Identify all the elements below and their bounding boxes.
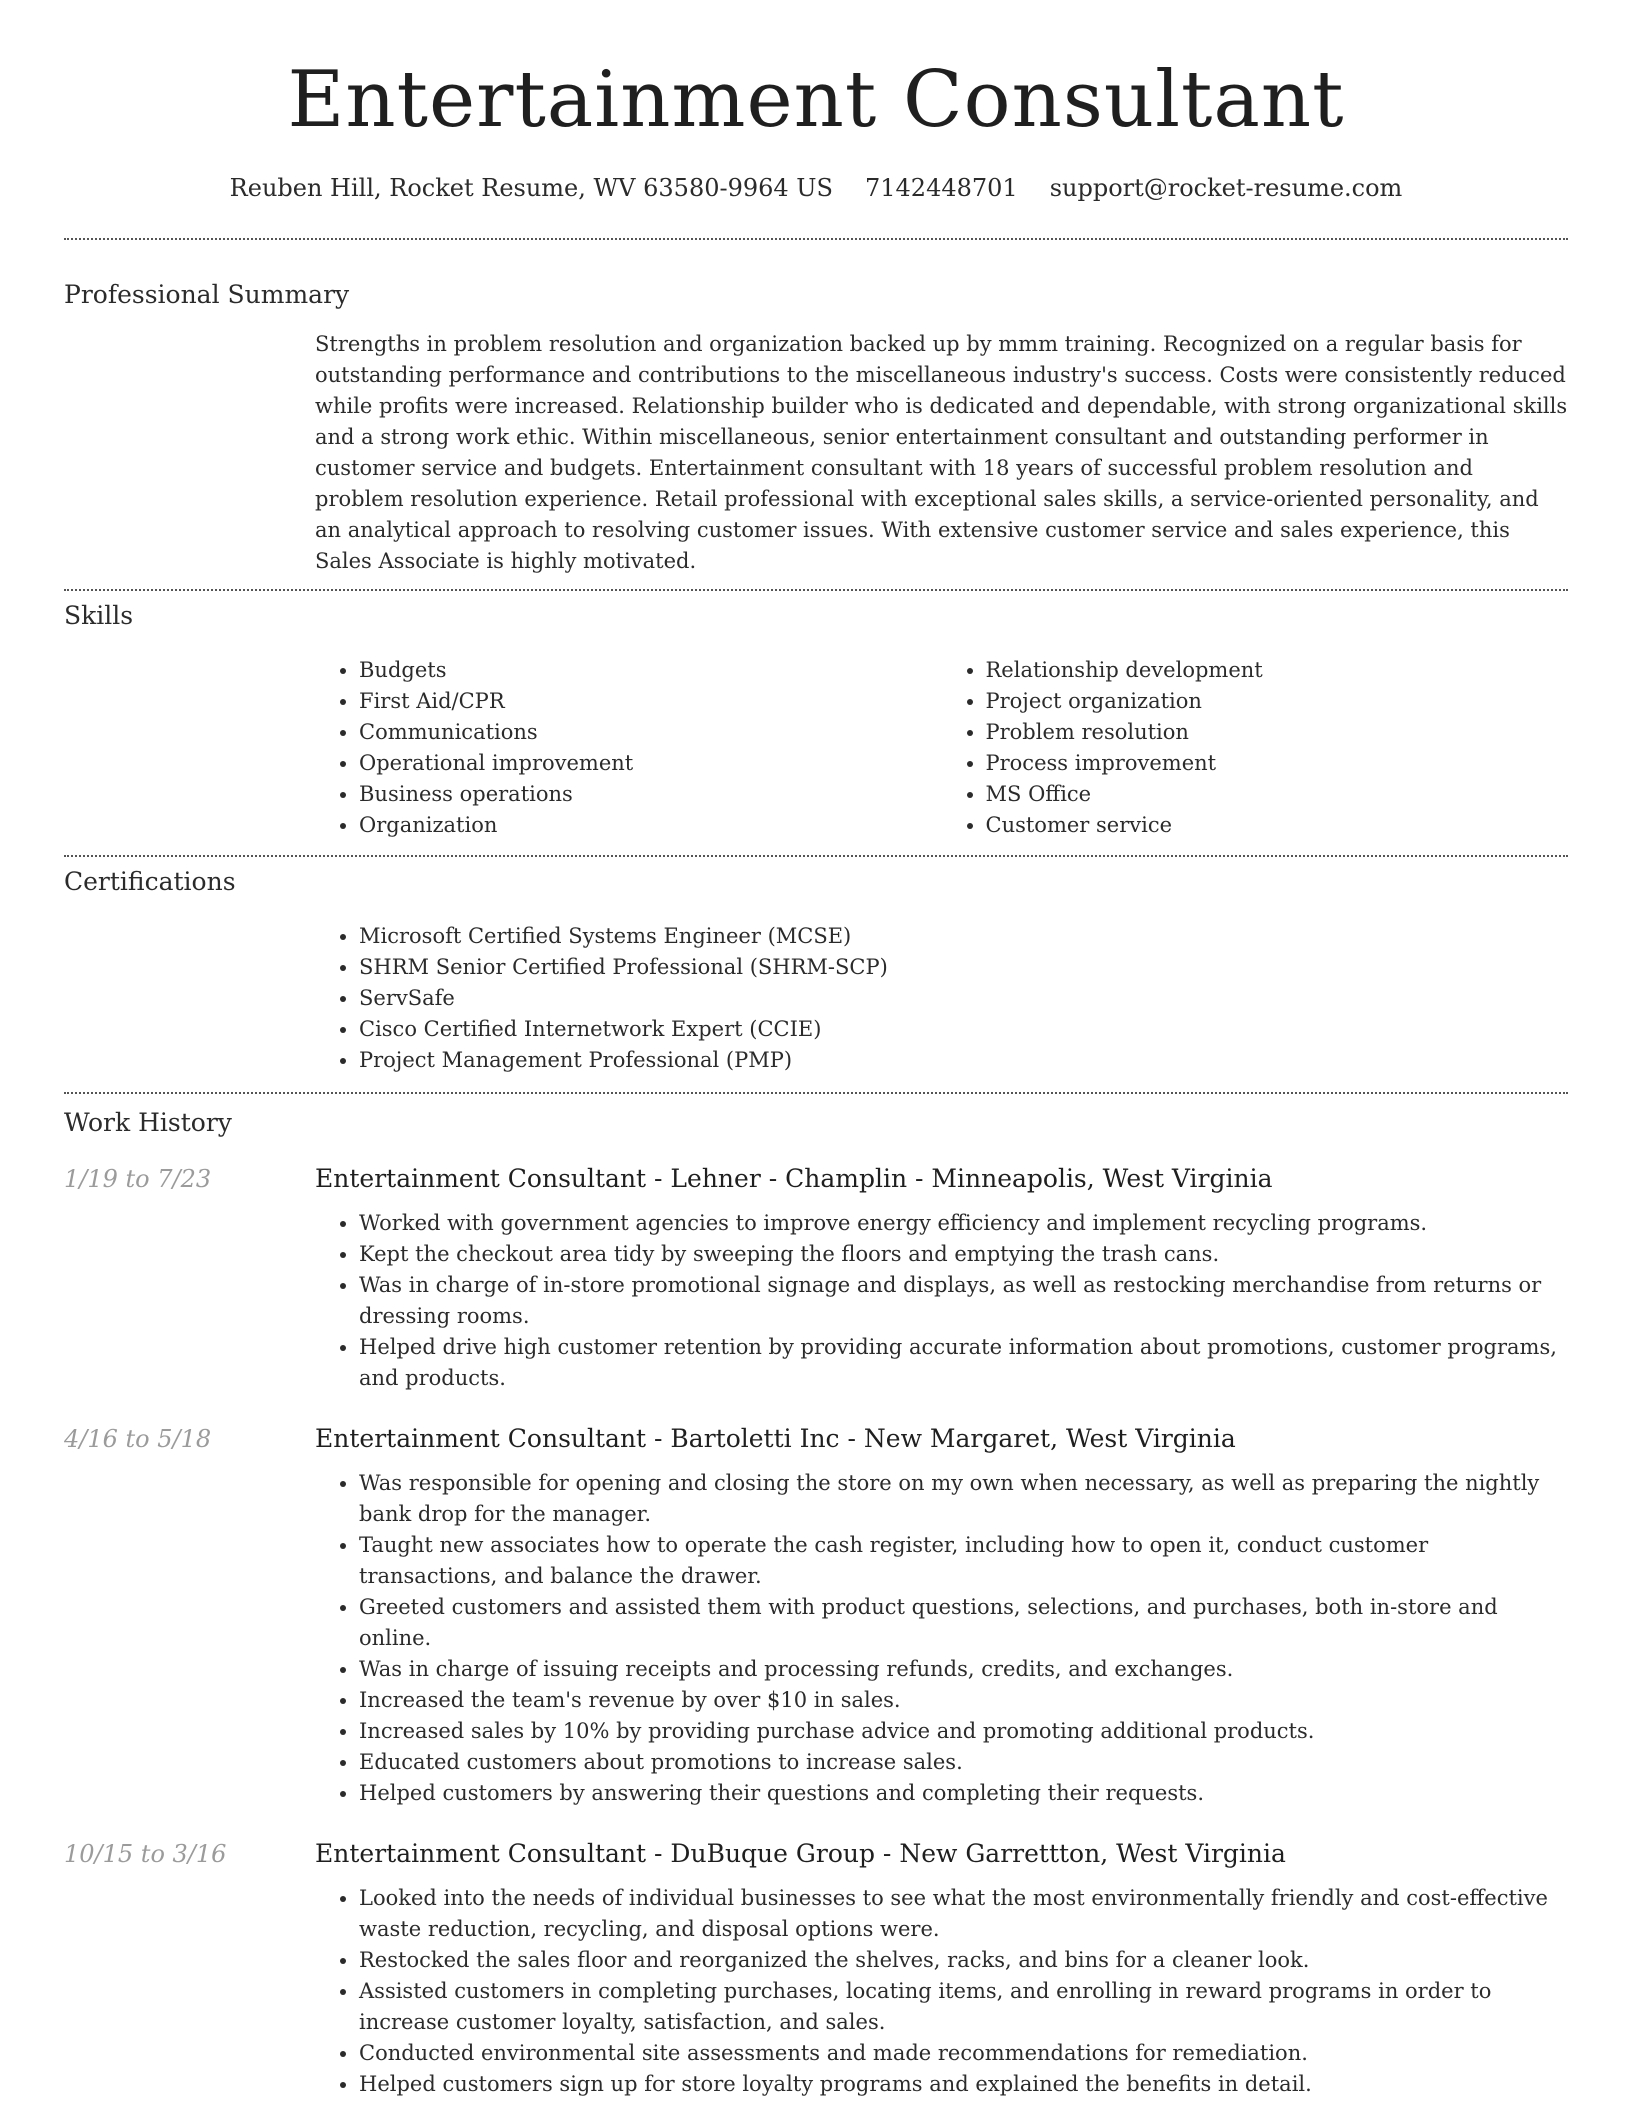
section-divider xyxy=(64,589,1568,591)
skill-item: • Communications xyxy=(359,717,942,748)
job-bullet: • Increased the team's revenue by over $10 in sales. xyxy=(359,1685,1568,1716)
certification-item: • Microsoft Certified Systems Engineer (MCSE) xyxy=(359,921,1568,952)
certifications-heading: Certifications xyxy=(64,867,236,896)
work-history-heading: Work History xyxy=(64,1108,232,1137)
skill-item: • Operational improvement xyxy=(359,748,942,779)
job-entry xyxy=(64,1422,1568,1809)
summary-section xyxy=(64,278,1568,577)
job-bullet: • Worked with government agencies to improve energy efficiency and implement recycling programs. xyxy=(359,1208,1568,1239)
certifications-section xyxy=(64,865,1568,1076)
summary-heading: Professional Summary xyxy=(64,280,350,309)
skill-item: • Budgets xyxy=(359,655,942,686)
skill-item: • Process improvement xyxy=(986,748,1569,779)
certification-item: • ServSafe xyxy=(359,983,1568,1014)
job-bullets xyxy=(315,1208,1568,1394)
skill-item: • Problem resolution xyxy=(986,717,1569,748)
job-bullet: • Educated customers about promotions to increase sales. xyxy=(359,1747,1568,1778)
job-bullet: • Increased sales by 10% by providing purchase advice and promoting additional products. xyxy=(359,1716,1568,1747)
job-bullet: • Looked into the needs of individual businesses to see what the most environmentally friendly and cost-effective waste reduction, recycling, and disposal options were. xyxy=(359,1883,1568,1945)
certifications-list xyxy=(315,921,1568,1076)
summary-text: Strengths in problem resolution and organization backed up by mmm training. Recognized on a regular basis for outstanding performance and contributions to the miscellaneous industry's success. Costs were consistently reduced while profits were increased. Relationship builder who is dedicated and dependable, with strong organizational skills and a strong work ethic. Within miscellaneous, senior entertainment consultant and outstanding performer in customer service and budgets. Entertainment consultant with 18 years of successful problem resolution and problem resolution experience. Retail professional with exceptional sales skills, a service-oriented personality, and an analytical approach to resolving customer issues. With extensive customer service and sales experience, this Sales Associate is highly motivated. xyxy=(315,332,1568,573)
contact-email: support@rocket-resume.com xyxy=(1049,174,1403,202)
certification-item: • Project Management Professional (PMP) xyxy=(359,1045,1568,1076)
skills-heading: Skills xyxy=(64,601,134,630)
resume-header xyxy=(64,0,1568,204)
work-history-section xyxy=(64,1106,1568,2100)
job-entry xyxy=(64,1162,1568,1394)
skills-section xyxy=(64,599,1568,841)
job-bullet: • Helped customers by answering their questions and completing their requests. xyxy=(359,1778,1568,1809)
resume-page xyxy=(64,0,1568,2100)
certification-item: • Cisco Certified Internetwork Expert (CCIE) xyxy=(359,1014,1568,1045)
job-bullet: • Greeted customers and assisted them with product questions, selections, and purchases, both in-store and online. xyxy=(359,1592,1568,1654)
job-bullet: • Was responsible for opening and closing the store on my own when necessary, as well as preparing the nightly bank drop for the manager. xyxy=(359,1468,1568,1530)
job-entry xyxy=(64,1837,1568,2100)
job-bullets xyxy=(315,1468,1568,1809)
job-header xyxy=(64,1162,1568,1196)
skill-item: • First Aid/CPR xyxy=(359,686,942,717)
job-bullet: • Helped drive high customer retention by providing accurate information about promotions, customer programs, and products. xyxy=(359,1332,1568,1394)
section-divider xyxy=(64,855,1568,857)
skills-list-left xyxy=(315,655,942,841)
job-header xyxy=(64,1837,1568,1871)
job-title: Entertainment Consultant - Bartoletti Inc - New Margaret, West Virginia xyxy=(315,1424,1236,1453)
job-bullet: • Assisted customers in completing purchases, locating items, and enrolling in reward programs in order to increase customer loyalty, satisfaction, and sales. xyxy=(359,1976,1568,2038)
job-header xyxy=(64,1422,1568,1456)
skill-item: • MS Office xyxy=(986,779,1569,810)
job-title: Entertainment Consultant - DuBuque Group - New Garrettton, West Virginia xyxy=(315,1839,1286,1868)
job-bullet: • Taught new associates how to operate the cash register, including how to open it, conduct customer transactions, and balance the drawer. xyxy=(359,1530,1568,1592)
job-bullet: • Restocked the sales floor and reorganized the shelves, racks, and bins for a cleaner look. xyxy=(359,1945,1568,1976)
job-bullets xyxy=(315,1883,1568,2100)
job-bullet: • Conducted environmental site assessments and made recommendations for remediation. xyxy=(359,2038,1568,2069)
skill-item: • Customer service xyxy=(986,810,1569,841)
resume-name: Entertainment Consultant xyxy=(287,55,1345,145)
job-dates: 10/15 to 3/16 xyxy=(64,1840,227,1868)
job-bullet: • Was in charge of in-store promotional signage and displays, as well as restocking merchandise from returns or dressing rooms. xyxy=(359,1270,1568,1332)
contact-phone: 7142448701 xyxy=(864,174,1018,202)
skill-item: • Project organization xyxy=(986,686,1569,717)
skill-item: • Relationship development xyxy=(986,655,1569,686)
job-bullet: • Kept the checkout area tidy by sweeping the floors and emptying the trash cans. xyxy=(359,1239,1568,1270)
job-dates: 1/19 to 7/23 xyxy=(64,1165,212,1193)
contact-address: Reuben Hill, Rocket Resume, WV 63580-9964 US xyxy=(229,174,833,202)
skills-list-right xyxy=(942,655,1569,841)
job-bullet: • Was in charge of issuing receipts and processing refunds, credits, and exchanges. xyxy=(359,1654,1568,1685)
skill-item: • Business operations xyxy=(359,779,942,810)
certification-item: • SHRM Senior Certified Professional (SHRM-SCP) xyxy=(359,952,1568,983)
job-title: Entertainment Consultant - Lehner - Champlin - Minneapolis, West Virginia xyxy=(315,1164,1273,1193)
job-bullet: • Helped customers sign up for store loyalty programs and explained the benefits in detail. xyxy=(359,2069,1568,2100)
contact-line xyxy=(64,172,1568,204)
skill-item: • Organization xyxy=(359,810,942,841)
section-divider xyxy=(64,238,1568,240)
section-divider xyxy=(64,1092,1568,1094)
job-dates: 4/16 to 5/18 xyxy=(64,1425,212,1453)
